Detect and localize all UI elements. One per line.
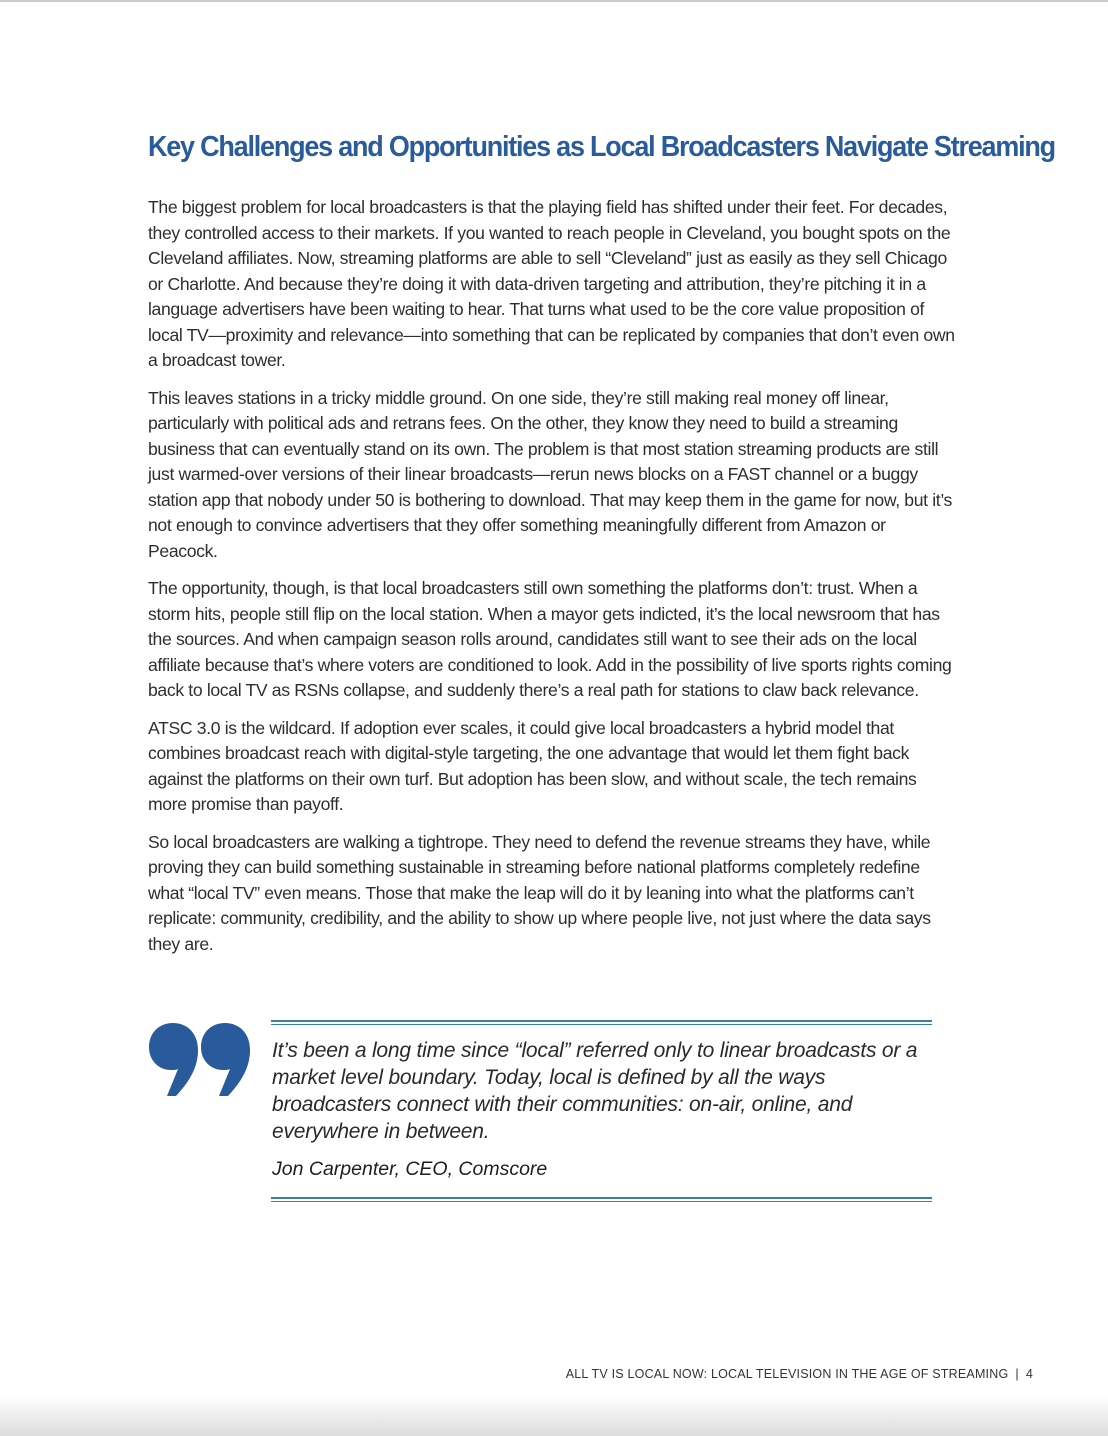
page-footer (566, 1367, 1033, 1381)
quote-bottom-rule (271, 1197, 932, 1202)
article-body (148, 195, 958, 969)
quote-attribution: Jon Carpenter, CEO, Comscore (272, 1158, 548, 1180)
quote-marks-icon (146, 1020, 256, 1100)
quote-text: It’s been a long time since “local” referred only to linear broadcasts or a market level boundary. Today, local is defined by all the ways broadcasters connect with their communities: on-air, online, and everywhere in between. (272, 1039, 918, 1143)
body-paragraph-3: The opportunity, though, is that local broadcasters still own something the platforms don’t: trust. When a storm hits, people still flip on the local station. When a mayor gets indicted, it’s the local newsroom that has the sources. And when campaign season rolls around, candidates still want to see their ads on the local affiliate because that’s where voters are conditioned to look. Add in the possibility of live sports rights coming back to local TV as RSNs collapse, and suddenly there’s a real path for stations to claw back relevance. (148, 578, 952, 700)
top-border-line (0, 0, 1108, 2)
quote-top-rule (271, 1020, 932, 1025)
page-bottom-shadow (0, 1396, 1108, 1436)
page-title: Key Challenges and Opportunities as Local Broadcasters Navigate Streaming (148, 131, 1055, 163)
footer-publication-title: ALL TV IS LOCAL NOW: LOCAL TELEVISION IN THE AGE OF STREAMING (565, 1367, 1009, 1381)
footer-separator: | (1015, 1367, 1019, 1381)
body-paragraph-2: This leaves stations in a tricky middle ground. On one side, they’re still making real money off linear, particularly with political ads and retrans fees. On the other, they know they need to build a streaming business that can eventually stand on its own. The problem is that most station streaming products are still just warmed-over versions of their linear broadcasts—rerun news blocks on a FAST channel or a buggy station app that nobody under 50 is bothering to download. That may keep them in the game for now, but it’s not enough to convince advertisers that they offer something meaningfully different from Amazon or Peacock. (148, 387, 953, 561)
body-paragraph-5: So local broadcasters are walking a tightrope. They need to defend the revenue streams they have, while proving they can build something sustainable in streaming before national platforms completely redefine what “local TV” even means. Those that make the leap will do it by leaning into what the platforms can’t replicate: community, credibility, and the ability to show up where people live, not just where the data says they are. (148, 831, 931, 954)
body-paragraph-4: ATSC 3.0 is the wildcard. If adoption ever scales, it could give local broadcasters a hybrid model that combines broadcast reach with digital-style targeting, the one advantage that would let them fight back against the platforms on their own turf. But adoption has been slow, and without scale, the tech remains more promise than payoff. (148, 717, 917, 814)
page-number: 4 (1025, 1367, 1033, 1381)
body-paragraph-1: The biggest problem for local broadcasters is that the playing field has shifted under their feet. For decades, they controlled access to their markets. If you wanted to reach people in Cleveland, you bought spots on the Cleveland affiliates. Now, streaming platforms are able to sell “Cleveland” just as easily as they sell Chicago or Charlotte. And because they’re doing it with data-driven targeting and attribution, they’re pitching it in a language advertisers have been waiting to hear. That turns what used to be the core value proposition of local TV—proximity and relevance—into something that can be replicated by companies that don’t even own a broadcast tower. (148, 197, 955, 370)
